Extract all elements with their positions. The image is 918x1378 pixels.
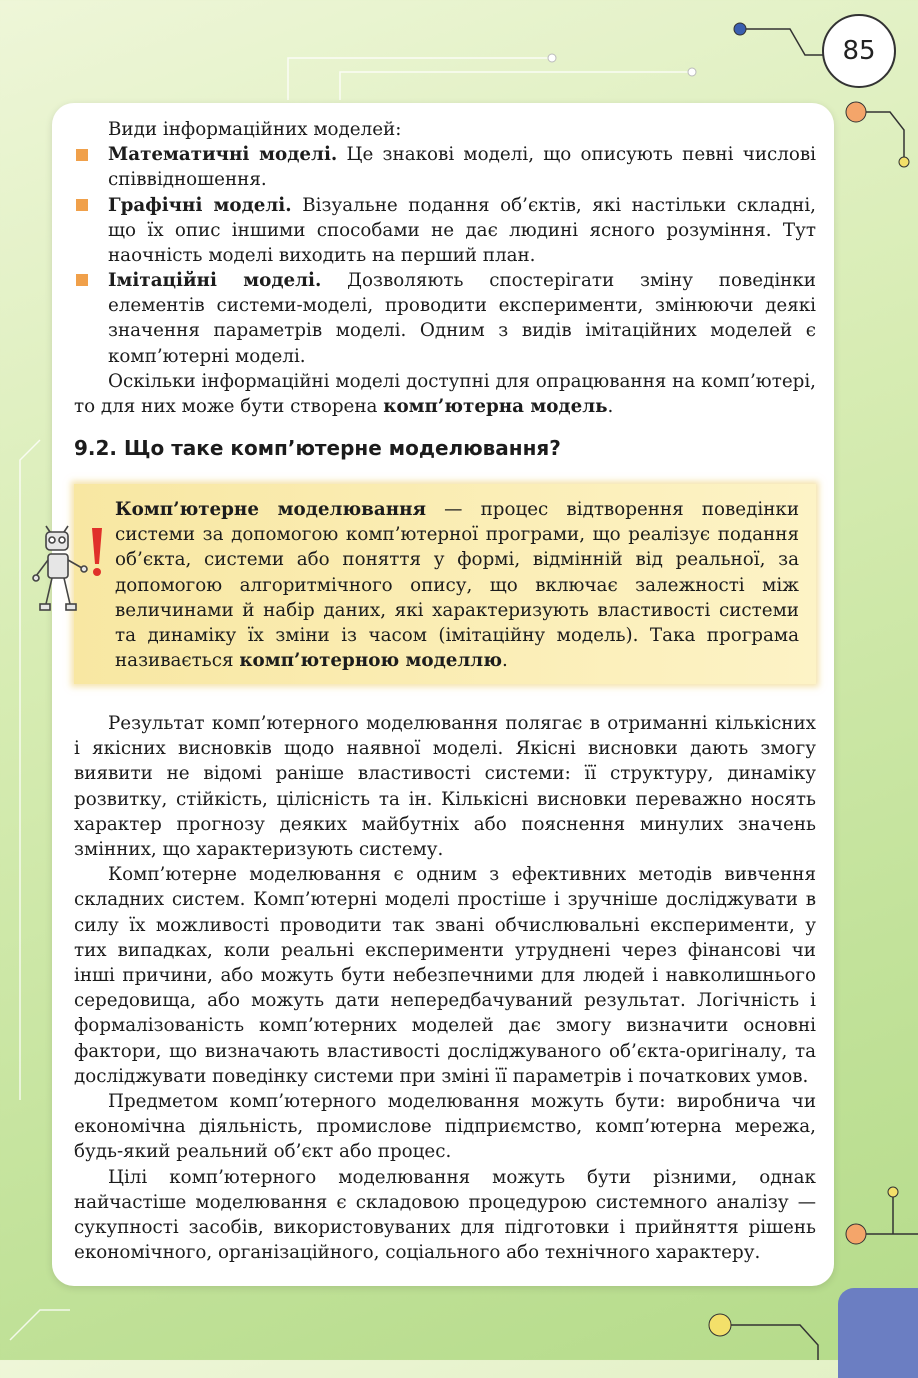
robot-exclamation-icon bbox=[32, 524, 110, 616]
body-text bbox=[74, 711, 816, 1265]
bullet-item bbox=[108, 142, 816, 192]
bullet-square-icon bbox=[76, 274, 88, 286]
paragraph-text: Оскільки інформаційні моделі доступні для опрацювання на комп’ютері, то для них може бути створена bbox=[74, 371, 816, 418]
definition-body: — процес відтворення поведінки системи за допомогою комп’ютерної програми, що реалізує подання об’єкта, системи або поняття у формі, відмінній від реальної, за допомогою алгоритмічного опису, що включає залежності між величинами й набір даних, які характеризують властивості системи та динаміку їх зміни із часом (імітаційну модель). Така програма називається bbox=[115, 499, 799, 672]
bullet-item bbox=[108, 193, 816, 269]
bullet-term: Графічні моделі. bbox=[108, 195, 292, 216]
side-tab-decoration bbox=[838, 1288, 918, 1378]
bullet-square-icon bbox=[76, 149, 88, 161]
bullet-item bbox=[108, 268, 816, 369]
paragraph: Комп’ютерне моделювання є одним з ефективних методів вивчення складних систем. Комп’ютерні моделі простіше і зручніше досліджувати в силу їх можливості проводити так звані обчислювальні експерименти, у тих випадках, коли реальні експерименти утруднені через фінансові чи інші причини, або можуть бути небезпечними для людей і навколишнього середовища, або можуть дати непередбачуваний результат. Логічність і формалізованість комп’ютерних моделей дає змогу визначити основні фактори, що визначають властивості досліджуваного об’єкта-оригіналу, та досліджувати поведінку системи при зміні її параметрів і початкових умов. bbox=[74, 864, 816, 1087]
after-bullets-paragraph bbox=[74, 369, 816, 419]
bullet-text: Це знакові моделі, що описують певні числові співвідношення. bbox=[108, 144, 816, 191]
bullet-square-icon bbox=[76, 199, 88, 211]
definition-end: . bbox=[501, 650, 508, 672]
bullet-text: Візуальне подання об’єктів, які настільки складні, що їх опис іншими способами не дає людині ясного розуміння. Тут наочність моделі виходить на перший план. bbox=[108, 195, 816, 267]
bullet-text: Дозволяють спостерігати зміну поведінки елементів системи-моделі, проводити експерименти, змінюючи деякі значення параметрів моделі. Одним з видів імітаційних моделей є комп’ютерні моделі. bbox=[108, 270, 816, 367]
section-heading: 9.2. Що таке комп’ютерне моделювання? bbox=[74, 436, 561, 460]
bullet-term: Імітаційні моделі. bbox=[108, 270, 322, 291]
definition-bold-end: комп’ютерною моделлю bbox=[239, 650, 502, 672]
paragraph-end: . bbox=[607, 396, 614, 418]
bold-term: комп’ютерна модель bbox=[383, 396, 608, 418]
intro-line: Види інформаційних моделей: bbox=[108, 119, 402, 140]
paragraph: Цілі комп’ютерного моделювання можуть бути різними, однак найчастіше моделювання є складовою процедурою системного аналізу — сукупності засобів, використовуваних для підготовки і прийняття рішень економічного, організаційного, соціального або технічного характеру. bbox=[74, 1166, 816, 1264]
paragraph: Предметом комп’ютерного моделювання можуть бути: виробнича чи економічна діяльність, промислове підприємство, комп’ютерна мережа, будь-який реальний об’єкт або процес. bbox=[74, 1091, 816, 1163]
bullet-term: Математичні моделі. bbox=[108, 144, 338, 165]
paragraph: Результат комп’ютерного моделювання полягає в отриманні кількісних і якісних висновків щодо наявної моделі. Якісні висновки дають змогу виявити не відомі раніше властивості системи: її структуру, динаміку розвитку, стійкість, цілісність та ін. Кількісні висновки переважно носять характер прогнозу деяких майбутніх або пояснення минулих значень змінних, що характеризують систему. bbox=[74, 713, 816, 861]
definition-text bbox=[115, 497, 799, 673]
definition-term: Комп’ютерне моделювання bbox=[115, 499, 426, 520]
page-number: 85 bbox=[822, 14, 896, 88]
